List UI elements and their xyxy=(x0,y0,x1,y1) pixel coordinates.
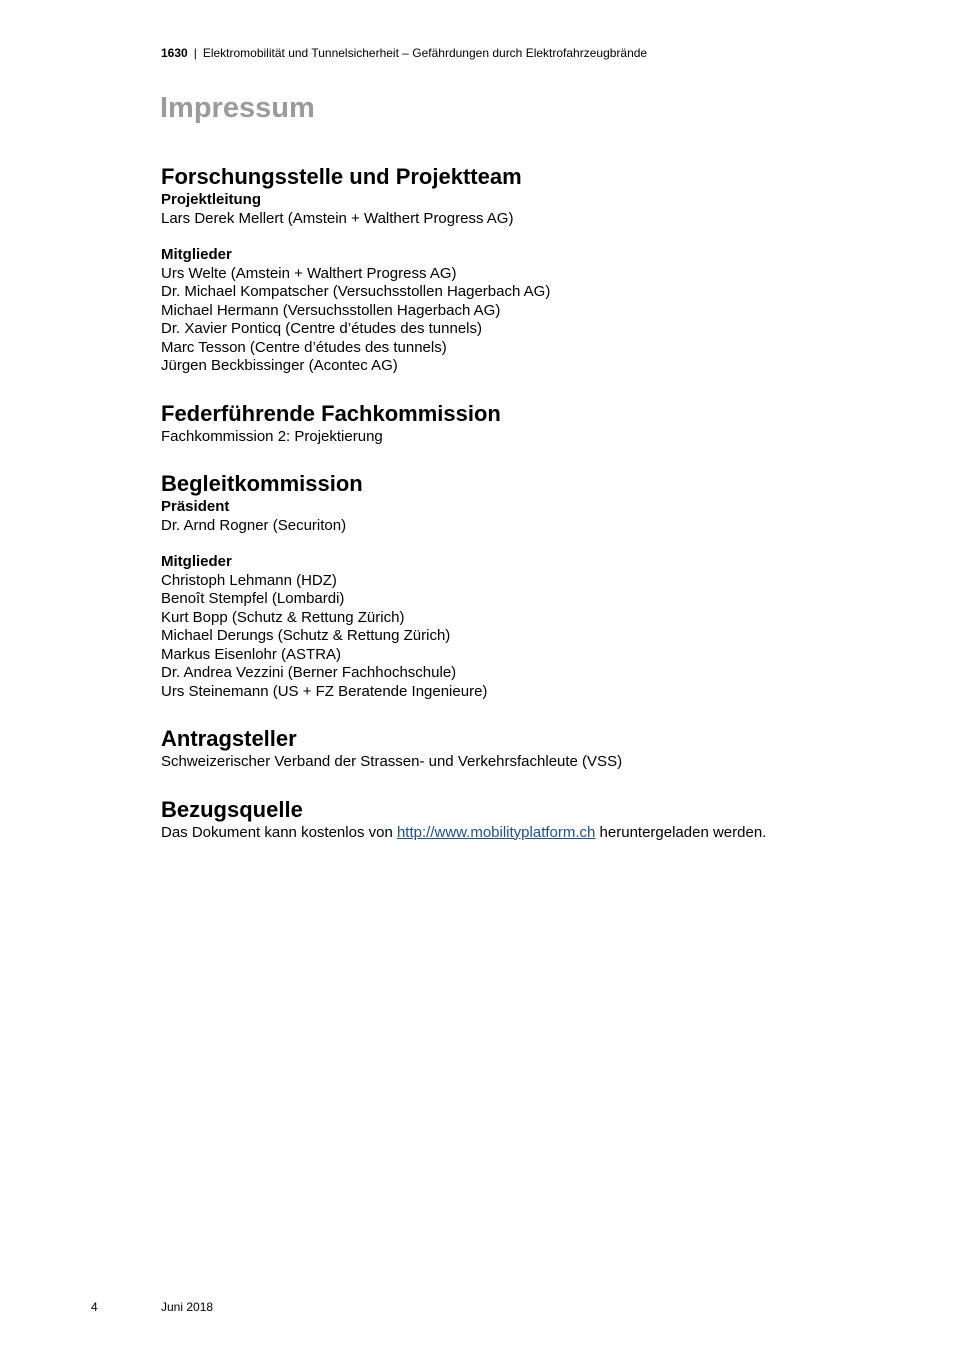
member-item: Dr. Xavier Ponticq (Centre d’études des tunnels) xyxy=(161,320,482,337)
member-item: Benoît Stempfel (Lombardi) xyxy=(161,590,345,607)
antragsteller-text: Schweizerischer Verband der Strassen- und Verkehrsfachleute (VSS) xyxy=(161,753,623,770)
member-item: Michael Hermann (Versuchsstollen Hagerbach AG) xyxy=(161,301,501,319)
bezugsquelle-text-before: Das Dokument kann kostenlos von xyxy=(161,823,393,841)
subheading-projektleitung: Projektleitung xyxy=(161,191,262,208)
section-heading: Forschungsstelle und Projektteam xyxy=(161,164,522,189)
member-item: Marc Tesson (Centre d’études des tunnels) xyxy=(161,338,447,356)
section-heading: Antragsteller xyxy=(161,726,297,751)
member-item: Dr. Michael Kompatscher (Versuchsstollen Hagerbach AG) xyxy=(161,283,551,300)
member-item: Urs Welte (Amstein + Walthert Progress AG) xyxy=(161,264,457,282)
subheading-mitglieder: Mitglieder xyxy=(161,246,232,263)
report-number: 1630 xyxy=(161,46,188,60)
president-name: Dr. Arnd Rogner (Securiton) xyxy=(161,516,347,534)
running-header xyxy=(161,46,647,60)
page-number: 4 xyxy=(91,1300,98,1314)
bezugsquelle-text-after: heruntergeladen werden. xyxy=(599,823,767,841)
page-date: Juni 2018 xyxy=(161,1300,214,1314)
subheading-praesident: Präsident xyxy=(161,498,230,515)
subheading-mitglieder: Mitglieder xyxy=(161,553,232,570)
member-item: Markus Eisenlohr (ASTRA) xyxy=(161,645,342,663)
header-separator: | xyxy=(193,46,197,60)
section-heading: Bezugsquelle xyxy=(161,796,303,822)
section-begleitkommission xyxy=(161,470,901,701)
report-title: Elektromobilität und Tunnelsicherheit – Gefährdungen durch Elektrofahrzeugbrände xyxy=(202,46,648,60)
mobilityplatform-link[interactable]: http://www.mobilityplatform.ch xyxy=(396,823,596,841)
section-heading: Begleitkommission xyxy=(161,471,363,496)
member-item: Urs Steinemann (US + FZ Beratende Ingenieure) xyxy=(161,682,488,700)
member-item: Christoph Lehmann (HDZ) xyxy=(161,571,337,589)
page-title: Impressum xyxy=(160,92,315,124)
impressum-content xyxy=(161,163,901,866)
member-item: Jürgen Beckbissinger (Acontec AG) xyxy=(161,357,398,374)
member-item: Kurt Bopp (Schutz & Rettung Zürich) xyxy=(161,608,405,626)
section-bezugsquelle xyxy=(161,796,901,843)
fachkommission-text: Fachkommission 2: Projektierung xyxy=(161,427,383,445)
section-fachkommission xyxy=(161,400,901,447)
section-heading: Federführende Fachkommission xyxy=(161,400,501,426)
section-forschungsstelle xyxy=(161,163,901,376)
member-item: Michael Derungs (Schutz & Rettung Zürich) xyxy=(161,627,451,644)
member-item: Dr. Andrea Vezzini (Berner Fachhochschule) xyxy=(161,664,457,681)
project-lead: Lars Derek Mellert (Amstein + Walthert Progress AG) xyxy=(161,209,514,227)
section-antragsteller xyxy=(161,725,901,772)
bezugsquelle-text xyxy=(161,824,901,843)
